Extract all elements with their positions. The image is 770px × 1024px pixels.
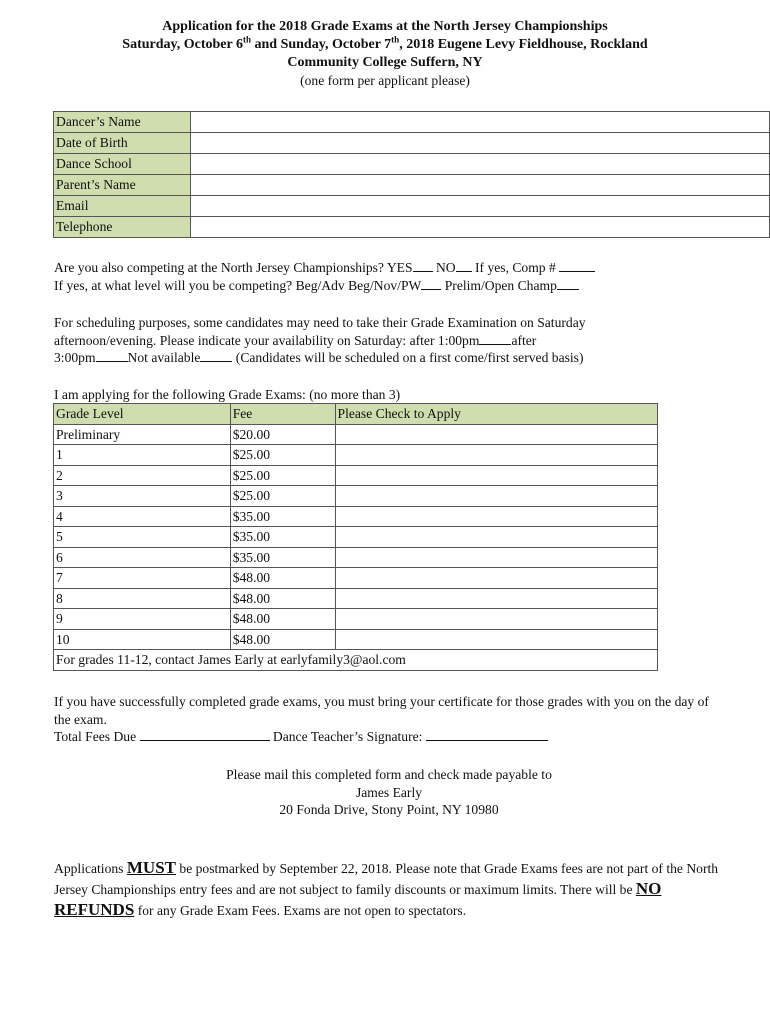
grade-row xyxy=(54,568,658,589)
grade-level: 5 xyxy=(54,527,231,548)
info-field-label: Parent’s Name xyxy=(54,175,191,196)
fees-signature-line: Total Fees Due Dance Teacher’s Signature: xyxy=(54,728,724,746)
not-available-blank[interactable] xyxy=(200,350,232,362)
grade-row xyxy=(54,527,658,548)
grade-check-cell[interactable] xyxy=(335,486,657,507)
grade-fee: $35.00 xyxy=(230,547,335,568)
grade-fee: $48.00 xyxy=(230,568,335,589)
info-field-input[interactable] xyxy=(191,154,770,175)
after-1pm-blank[interactable] xyxy=(479,333,511,345)
header-grade-level: Grade Level xyxy=(54,404,231,425)
grade-table-header xyxy=(54,404,658,425)
closing-paragraph: Applications MUST be postmarked by September 22, 2018. Please note that Grade Exams fees are not part of the North Jersey Championships entry fees and are not subject to family discounts or maximum limits. There will be NO REFUNDS for any Grade Exam Fees. Exams are not open to spectators. xyxy=(54,858,719,919)
grade-level: 7 xyxy=(54,568,231,589)
info-row xyxy=(54,154,770,175)
grade-check-cell[interactable] xyxy=(335,527,657,548)
certificate-paragraph xyxy=(54,693,724,746)
info-field-input[interactable] xyxy=(191,217,770,238)
grade-row xyxy=(54,629,658,650)
availability-line: afternoon/evening. Please indicate your availability on Saturday: after 1:00pm after xyxy=(54,332,537,348)
scheduling-line: For scheduling purposes, some candidates may need to take their Grade Examination on Saturday xyxy=(54,315,586,330)
mail-line: Please mail this completed form and check made payable to xyxy=(226,767,552,782)
grade-check-cell[interactable] xyxy=(335,445,657,466)
grade-row xyxy=(54,424,658,445)
grade-check-cell[interactable] xyxy=(335,609,657,630)
info-row xyxy=(54,175,770,196)
grade-level: 10 xyxy=(54,629,231,650)
contact-note: For grades 11-12, contact James Early at earlyfamily3@aol.com xyxy=(54,650,658,671)
must-emphasis: MUST xyxy=(126,858,176,877)
info-row xyxy=(54,196,770,217)
comp-number-blank[interactable] xyxy=(559,260,595,272)
total-fees-blank[interactable] xyxy=(140,729,270,741)
applicant-info-table xyxy=(53,111,770,238)
grade-fee: $35.00 xyxy=(230,506,335,527)
grade-fee: $25.00 xyxy=(230,486,335,507)
form-header xyxy=(40,18,730,90)
grade-level: 9 xyxy=(54,609,231,630)
info-field-input[interactable] xyxy=(191,133,770,154)
grade-level: 2 xyxy=(54,465,231,486)
grade-row xyxy=(54,506,658,527)
level-question: If yes, at what level will you be competing? Beg/Adv Beg/Nov/PW Prelim/Open Champ xyxy=(54,277,724,295)
info-field-label: Dancer’s Name xyxy=(54,112,191,133)
header-fee: Fee xyxy=(230,404,335,425)
grade-exams-table xyxy=(53,403,658,671)
grade-level: 3 xyxy=(54,486,231,507)
grade-level: 1 xyxy=(54,445,231,466)
info-row xyxy=(54,112,770,133)
no-refunds-emphasis: NO REFUNDS xyxy=(54,879,662,919)
info-field-input[interactable] xyxy=(191,112,770,133)
yes-blank[interactable] xyxy=(413,260,433,272)
event-venue: Community College Suffern, NY xyxy=(287,55,483,70)
grade-fee: $35.00 xyxy=(230,527,335,548)
info-row xyxy=(54,217,770,238)
mail-address: 20 Fonda Drive, Stony Point, NY 10980 xyxy=(279,802,499,817)
grade-check-cell[interactable] xyxy=(335,506,657,527)
grade-fee: $25.00 xyxy=(230,465,335,486)
event-dates: Saturday, October 6th and Sunday, October 7th, 2018 Eugene Levy Fieldhouse, Rockland xyxy=(122,34,648,52)
grade-row xyxy=(54,588,658,609)
grade-row xyxy=(54,465,658,486)
grade-check-cell[interactable] xyxy=(335,588,657,609)
header-check: Please Check to Apply xyxy=(335,404,657,425)
grade-row xyxy=(54,547,658,568)
info-field-input[interactable] xyxy=(191,175,770,196)
info-field-label: Dance School xyxy=(54,154,191,175)
competing-question: Are you also competing at the North Jersey Championships? YES NO If yes, Comp # xyxy=(54,259,724,277)
grade-fee: $48.00 xyxy=(230,629,335,650)
grade-fee: $48.00 xyxy=(230,609,335,630)
prelim-blank[interactable] xyxy=(557,278,579,290)
availability-line-2: 3:00pm Not available (Candidates will be scheduled on a first come/first served basis) xyxy=(54,350,584,365)
info-field-label: Date of Birth xyxy=(54,133,191,154)
grade-check-cell[interactable] xyxy=(335,568,657,589)
info-field-input[interactable] xyxy=(191,196,770,217)
grade-row xyxy=(54,445,658,466)
grades-intro: I am applying for the following Grade Exams: (no more than 3) xyxy=(54,387,401,402)
grade-fee: $25.00 xyxy=(230,445,335,466)
scheduling-paragraph xyxy=(54,314,724,367)
competing-questions xyxy=(54,259,724,294)
info-field-label: Email xyxy=(54,196,191,217)
grade-level: 6 xyxy=(54,547,231,568)
mailing-instructions xyxy=(54,766,724,819)
signature-blank[interactable] xyxy=(426,729,548,741)
grade-check-cell[interactable] xyxy=(335,547,657,568)
mail-payee: James Early xyxy=(355,784,423,800)
grade-row xyxy=(54,609,658,630)
grade-level: 8 xyxy=(54,588,231,609)
grade-level: Preliminary xyxy=(54,424,231,445)
no-blank[interactable] xyxy=(456,260,472,272)
grade-check-cell[interactable] xyxy=(335,424,657,445)
grade-fee: $20.00 xyxy=(230,424,335,445)
after-3pm-blank[interactable] xyxy=(96,350,128,362)
grade-table-footer xyxy=(54,650,658,671)
grade-check-cell[interactable] xyxy=(335,629,657,650)
level-blank[interactable] xyxy=(421,278,441,290)
certificate-text: If you have successfully completed grade exams, you must bring your certificate for those grades with you on the day of the exam. xyxy=(54,694,709,727)
info-row xyxy=(54,133,770,154)
form-title: Application for the 2018 Grade Exams at the North Jersey Championships xyxy=(162,19,608,34)
grade-row xyxy=(54,486,658,507)
grade-level: 4 xyxy=(54,506,231,527)
grade-fee: $48.00 xyxy=(230,588,335,609)
grade-check-cell[interactable] xyxy=(335,465,657,486)
info-field-label: Telephone xyxy=(54,217,191,238)
form-note: (one form per applicant please) xyxy=(300,73,470,88)
